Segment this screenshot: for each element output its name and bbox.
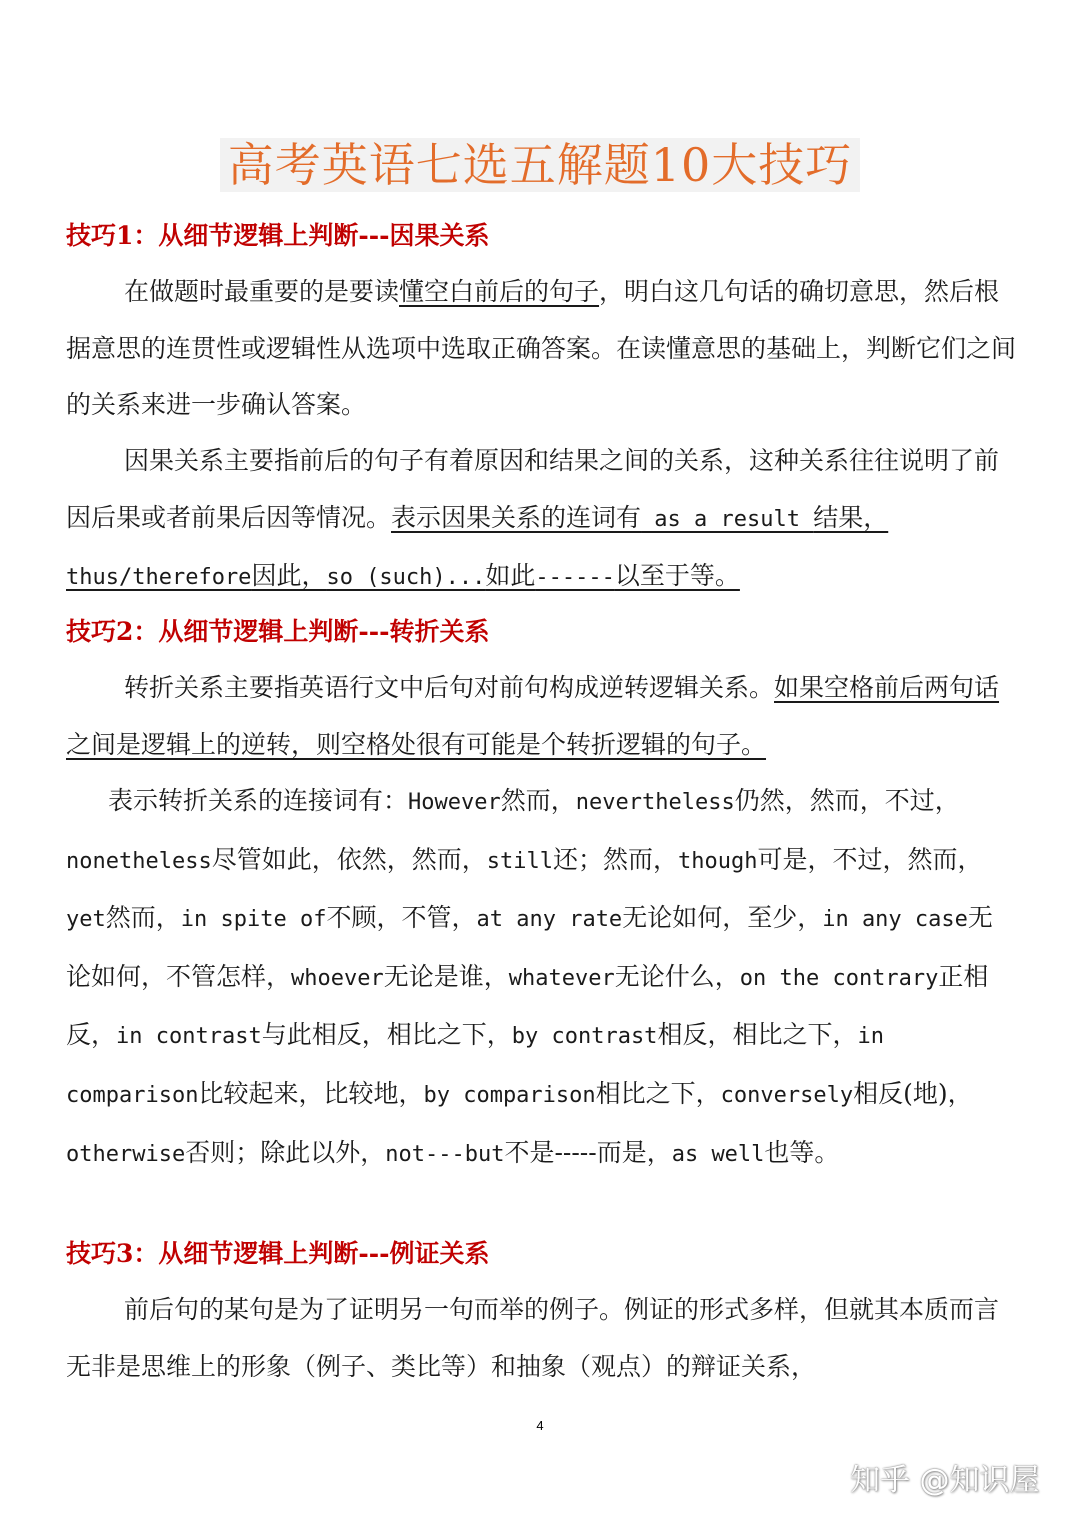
underlined-text: 以至于等。 — [614, 561, 740, 591]
text-run: ，明白这几句话的确切意思，然后根据意思的连贯性或逻辑性从选项中选取正确答案。在读懂意思的基础上，判断它们之间的关系来进一步确认答案。 — [66, 277, 1017, 420]
underlined-english-term: ------ — [535, 565, 615, 591]
english-term: at any rate — [476, 907, 623, 933]
text-run: 因果关系主要指前后的句子有着原因和结果之间的关系，这种关系往往说明了前因后果或者前果后因等情况。 — [66, 446, 1000, 532]
underlined-text: 如果空格前后两句话之间是逻辑上的逆转，则空格处很有可能是个转折逻辑的句子。 — [66, 673, 1000, 759]
english-term: conversely — [720, 1082, 854, 1108]
english-term: in contrast — [116, 1024, 262, 1050]
text-run: 不是-----而是， — [504, 1137, 672, 1167]
text-run: 仍然，然而，不过， — [734, 786, 960, 815]
english-term: nonetheless — [66, 848, 212, 874]
underlined-english-term: as a result — [641, 506, 814, 532]
underlined-text: 懂空白前后的句子 — [399, 277, 600, 306]
text-run: 相比之下， — [595, 1078, 721, 1108]
text-run: 表示转折关系的连接词有： — [108, 786, 409, 815]
text-run: 相反，相比之下， — [657, 1020, 858, 1050]
english-term: by contrast — [511, 1024, 658, 1050]
text-run: 无论如何，至少， — [622, 903, 823, 933]
text-run: 转折关系主要指英语行文中后句对前句构成逆转逻辑关系。 — [124, 673, 775, 702]
text-run: 前后句的某句是为了证明另一句而举的例子。例证的形式多样，但就其本质而言无非是思维上的形象（例子、类比等）和抽象（观点）的辩证关系， — [66, 1295, 1000, 1381]
english-term: whatever — [508, 965, 615, 991]
english-term: in any case — [822, 907, 968, 933]
section-1-heading: 技巧1：从细节逻辑上判断---因果关系 — [66, 221, 490, 250]
english-term: whoever — [291, 965, 384, 991]
english-term: in comparison — [66, 1024, 884, 1108]
underlined-text: 表示因果关系的连词有 — [391, 502, 642, 532]
english-term: otherwise — [66, 1141, 186, 1167]
text-run: 然而， — [500, 786, 576, 815]
section-1-paragraph-1 — [66, 264, 1016, 434]
section-2-paragraph-2 — [66, 773, 1016, 1183]
text-run: 尽管如此，依然，然而， — [211, 844, 487, 874]
text-run: 不顾，不管， — [326, 903, 477, 933]
text-run: 比较起来，比较地， — [198, 1078, 424, 1108]
text-run: 还；然而， — [552, 844, 678, 874]
page-number: 4 — [536, 1418, 544, 1433]
english-term: by comparison — [423, 1082, 596, 1108]
text-run: 正相反， — [66, 961, 989, 1050]
underlined-english-term: thus/therefore — [66, 565, 252, 591]
english-term: though — [677, 848, 758, 874]
english-term: yet — [66, 907, 106, 933]
zhihu-watermark: 知乎 @知识屋 — [850, 1463, 1040, 1498]
section-2-paragraph-1 — [66, 660, 1016, 773]
underlined-text: 如此 — [485, 561, 536, 591]
english-term: not---but — [385, 1141, 505, 1167]
english-term: on the contrary — [739, 965, 939, 991]
text-run: 在做题时最重要的是要读 — [124, 277, 400, 306]
document-title-text: 高考英语七选五解题10大技巧 — [220, 138, 861, 192]
underlined-english-term: so (such)... — [326, 565, 486, 591]
english-term: nevertheless — [575, 790, 735, 815]
text-run: 也等。 — [764, 1137, 840, 1167]
english-term: in spite of — [180, 907, 327, 933]
section-3-heading: 技巧3：从细节逻辑上判断---例证关系 — [66, 1239, 490, 1268]
text-run: 可是，不过，然而， — [757, 844, 983, 874]
text-run: 无论什么， — [614, 961, 740, 991]
english-term: still — [486, 848, 553, 874]
section-1-paragraph-2 — [66, 433, 1016, 607]
text-run: 与此相反，相比之下， — [261, 1020, 512, 1050]
text-run: 然而， — [105, 903, 181, 933]
underlined-text: 因此， — [251, 561, 327, 591]
english-term: as well — [671, 1141, 765, 1167]
section-3-paragraph-1 — [66, 1282, 1016, 1395]
document-title — [0, 128, 1080, 202]
section-2-heading: 技巧2：从细节逻辑上判断---转折关系 — [66, 617, 490, 646]
english-term: However — [408, 790, 501, 815]
text-run: 无论如何，不管怎样， — [66, 903, 993, 991]
text-run: 无论是谁， — [383, 961, 509, 991]
underlined-text: 结果， — [813, 502, 889, 532]
text-run: 相反(地)， — [853, 1078, 973, 1108]
text-run: 否则；除此以外， — [185, 1137, 386, 1167]
